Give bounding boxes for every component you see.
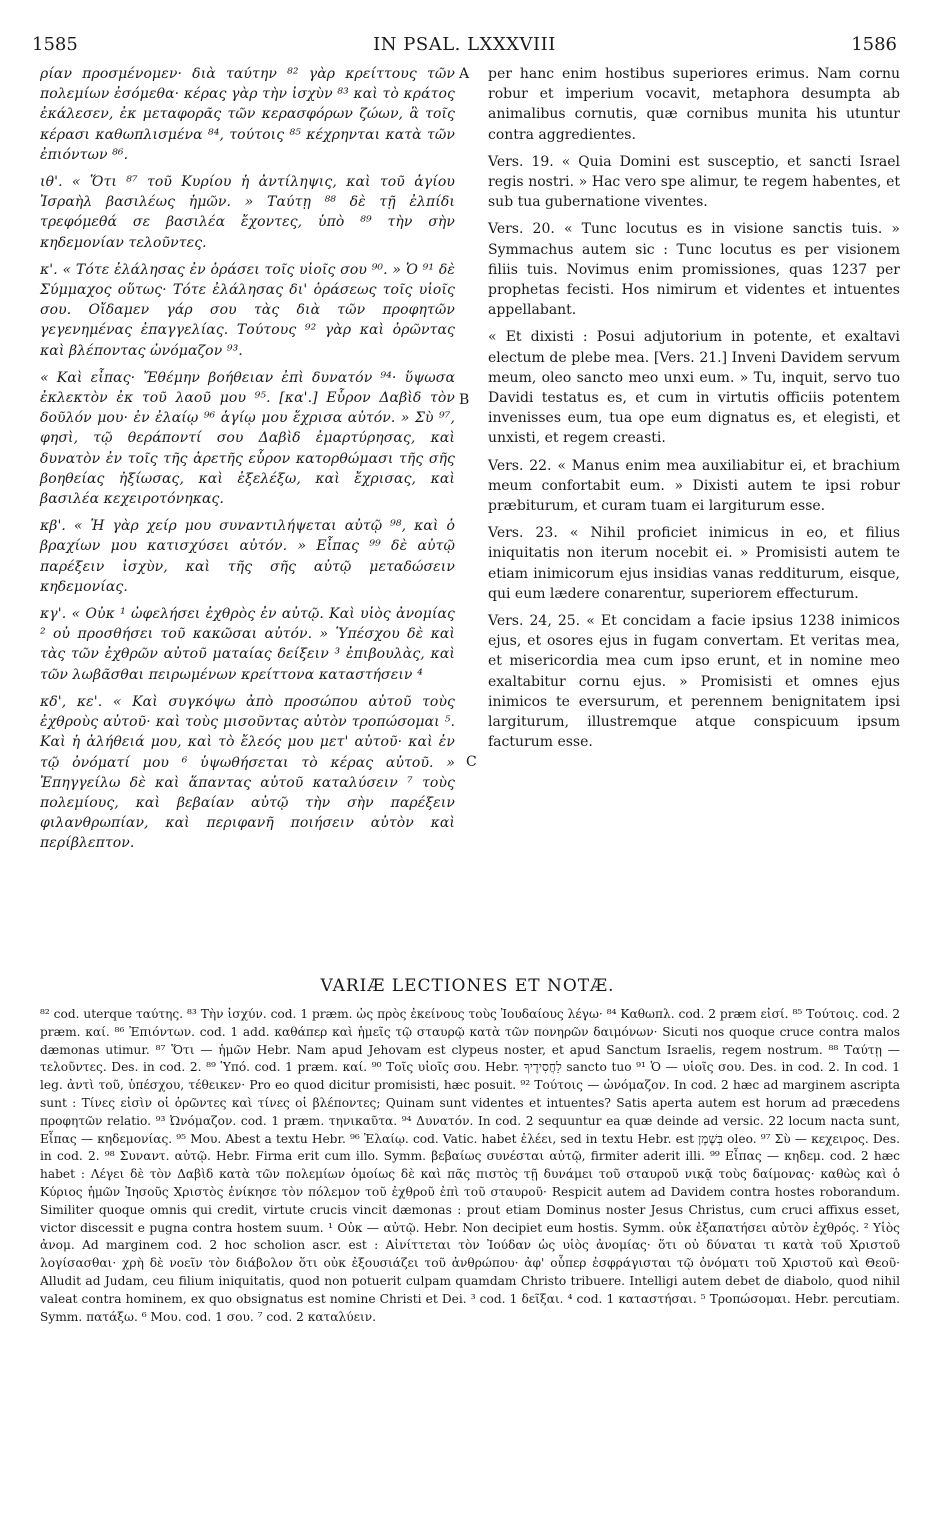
margin-letter-b: B <box>459 392 470 408</box>
greek-column <box>40 64 455 861</box>
latin-paragraph: Vers. 23. « Nihil proficiet inimicus in eo, et filius iniquitatis non iterum nocebit ei. » Promisisti autem te etiam inimicorum ejus insidias vanas redditurum, eisque, qui eum lædere conarentur, superiorem effecturum. <box>488 525 900 602</box>
running-title: IN PSAL. LXXXVIII <box>373 34 556 55</box>
latin-paragraph: « Et dixisti : Posui adjutorium in potente, et exaltavi electum de plebe mea. [Vers. 21.] Inveni Davidem servum meum, oleo sancto meo unxi eum. » Tu, inquit, servo tuo Davidi testatus es, et cum in virtutis officiis potentem invenisses eum, tua ope eum dignatus es, et elegisti, et unxisti, et regem creasti. <box>488 329 900 447</box>
latin-paragraph: Vers. 24, 25. « Et concidam a facie ipsius 1238 inimicos ejus, et osores ejus in fugam convertam. Et veritas mea, et misericordia mea cum ipso erunt, et in nomine meo exaltabitur cornu ejus. » Promisisti et omnes ejus inimicos te eversurum, et perennem benignitatem ipsi largiturum, illustremque atque conspicuum ipsum facturum esse. <box>488 613 900 751</box>
page-number-right: 1586 <box>851 34 897 55</box>
greek-paragraph: « Καὶ εἶπας· Ἔθέμην βοήθειαν ἐπὶ δυνατόν ⁹⁴· ὕψωσα ἐκλεκτὸν ἐκ τοῦ λαοῦ μου ⁹⁵. [κα'.] Εὗρον Δαβὶδ τὸν δοῦλόν μου· ἐν ἐλαίῳ ⁹⁶ ἁγίῳ μου ἔχρισα αὐτόν. » Σὺ ⁹⁷, φησὶ, τῷ θεράποντί σου Δαβὶδ ἐμαρτύρησας, καὶ δυνατὸν ἐν τοῖς τῆς ἀρετῆς εὗρον κατορθώμασι τῆς σῆς βοηθείας ἠξίωσας, καὶ ἐξελέξω, καὶ ἔχρισας, καὶ βασιλέα κεχειροτόνηκας. <box>40 369 455 508</box>
greek-paragraph: κ'. « Τότε ἐλάλησας ἐν ὁράσει τοῖς υἱοῖς σου ⁹⁰. » Ὁ ⁹¹ δὲ Σύμμαχος οὕτως· Τότε ἐλάλησας δι' ὁράσεως τοῖς υἱοῖς σου. Οἴδαμεν γάρ σου τὰς διὰ τῶν προφητῶν γεγενημένας ἐπαγγελίας. Τούτους ⁹² γὰρ καὶ ὁρῶντας καὶ βλέποντας ὠνόμαζον ⁹³. <box>40 261 455 359</box>
greek-paragraph: κγ'. « Οὐκ ¹ ὠφελήσει ἐχθρὸς ἐν αὐτῷ. Καὶ υἱὸς ἀνομίας ² οὐ προσθήσει τοῦ κακῶσαι αὐτόν. » Ὑπέσχου δὲ καὶ τὰς τῶν ἐχθρῶν αὐτοῦ ματαίας δείξειν ³ ἐπιβουλὰς, καὶ τῶν λωβᾶσθαι πειρωμένων κρείττονα καταστήσειν ⁴ <box>40 606 455 683</box>
notes-text: ⁸² cod. uterque ταύτης. ⁸³ Τὴν ἰσχύν. cod. 1 præm. ὡς πρὸς ἐκείνους τοὺς Ἰουδαίους λέγω· ⁸⁴ Καθωπλ. cod. 2 præm εἰσί. ⁸⁵ Τούτοις. cod. 2 præm. καί. ⁸⁶ Ἐπιόντων. cod. 1 add. καθάπερ καὶ ἡμεῖς τῷ σταυρῷ κατὰ τῶν πονηρῶν δαιμόνων· Sicuti nos quoque cruce contra malos dæmonas utimur. ⁸⁷ Ὅτι — ἡμῶν Hebr. Nam apud Jehovam est clypeus noster, et apud Sanctum Israelis, regem nostrum. ⁸⁸ Ταύτῃ — τελοῦντες. Des. in cod. 2. ⁸⁹ Ὑπό. cod. 1 præm. καί. ⁹⁰ Τοῖς υἱοῖς σου. Hebr. לַחֲסִידֶיךָ sancto tuo ⁹¹ Ὁ — υἱοῖς σου. Des. in cod. 2. In cod. 1 leg. ἀντὶ τοῦ, ὑπέσχου, τέθεικεν· Pro eo quod dicitur promisisti, hæc posuit. ⁹² Τούτοις — ὠνόμαζον. In cod. 2 hæc ad marginem ascripta sunt : Τίνες εἰσὶν οἱ ὁρῶντες καὶ τίνες οἱ βλέποντες; Quinam sunt videntes et intuentes? Satis aperta autem est horum ad præcedens προφητῶν relatio. ⁹³ Ὠνόμαζον. cod. 1 præm. τηνικαῦτα. ⁹⁴ Δυνατόν. In cod. 2 sequuntur ea quæ deinde ad versic. 22 locum nacta sunt, Εἶπας — κηδεμονίας. ⁹⁵ Μου. Abest a textu Hebr. ⁹⁶ Ἐλαίῳ. cod. Vatic. habet ἐλέει, sed in textu Hebr. est בְּשֶׁמֶן oleo. ⁹⁷ Σὺ — κεχειρος. Des. in cod. 2. ⁹⁸ Συναντ. αὐτῷ. Hebr. Firma erit cum illo. Symm. βεβαίως συνέσται αὐτῷ, firmiter aderit illi. ⁹⁹ Εἶπας — κηδεμ. cod. 2 hæc habet : Λέγει δὲ τὸν Δαβὶδ κατὰ τῶν πολεμίων ὁμοίως δὲ καὶ πᾶς πιστὸς τῇ δυνάμει τοῦ σταυροῦ νικᾷ τοὺς δαίμονας· καθὼς καὶ ὁ Κύριος ἡμῶν Ἰησοῦς Χριστὸς ἐνίκησε τὸν πόλεμον τοῦ ἐχθροῦ ἐπὶ τοῦ σταυροῦ· Respicit autem ad Davidem contra hostes roborandum. Similiter quoque omnis qui credit, virtute crucis vincit dæmonas : prout etiam Dominus noster Jesus Christus, cum cruci affixus esset, victor discessit e pugna contra hostem suum. ¹ Οὐκ — αὐτῷ. Hebr. Non decipiet eum hostis. Symm. οὐκ ἐξαπατήσει αὐτὸν ἐχθρός. ² Υἱὸς ἀνομ. Ad marginem cod. 2 hoc scholion ascr. est : Αἰνίττεται τὸν Ἰούδαν ὡς υἱὸς ἀνομίας· ὅτι οὐ δύναται τι κατὰ τοῦ Χριστοῦ λογίσασθαι· χρὴ δὲ νοεῖν τὸν διάβολον ὅτι οὐκ ἐξουσιάζει τοῦ ἀνθρώπου· ἀφ' οὗπερ ἐσφράγισται τῷ ὀνόματι τοῦ Χριστοῦ καὶ Θεοῦ· Alludit ad Judam, ceu filium iniquitatis, quod non potuerit culpam quamdam Christo tribuere. Intelligi autem debet de diabolo, quod nihil valeat contra hominem, ex quo obsignatus est nomine Christi et Dei. ³ cod. 1 δεῖξαι. ⁴ cod. 1 καταστήσαι. ⁵ Τροπώσομαι. Hebr. percutiam. Symm. πατάξω. ⁶ Μου. cod. 1 σου. ⁷ cod. 2 καταλύειν. <box>40 1007 900 1324</box>
two-column-body <box>40 64 900 964</box>
latin-column <box>488 64 900 760</box>
greek-paragraph: ιθ'. « Ὅτι ⁸⁷ τοῦ Κυρίου ἡ ἀντίληψις, καὶ τοῦ ἁγίου Ἰσραὴλ βασιλέως ἡμῶν. » Ταύτῃ ⁸⁸ δὲ τῇ ἐλπίδι τρεφόμεθά σε βασιλέα ἔχοντες, ὑπὸ ⁸⁹ τὴν σὴν κηδεμονίαν τελοῦντες. <box>40 174 455 251</box>
margin-letter-c: C <box>466 754 477 770</box>
variant-readings-notes <box>40 1006 900 1326</box>
greek-paragraph: κβ'. « Ἡ γὰρ χείρ μου συναντιλήψεται αὐτῷ ⁹⁸, καὶ ὁ βραχίων μου κατισχύσει αὐτόν. » Εἶπας ⁹⁹ δὲ αὐτῷ παρέξειν ἰσχὺν, καὶ τῆς σῆς αὐτῷ μεταδώσειν κηδεμονίας. <box>40 518 455 595</box>
latin-paragraph: Vers. 22. « Manus enim mea auxiliabitur ei, et brachium meum confortabit eum. » Dixisti autem te ipsi robur præbiturum, et curam tuam ei largiturum esse. <box>488 457 900 515</box>
running-header <box>32 34 897 58</box>
latin-paragraph: Vers. 19. « Quia Domini est susceptio, et sancti Israel regis nostri. » Hac vero spe alimur, te regem habentes, et sub tua gubernatione viventes. <box>488 153 900 211</box>
margin-letter-a: A <box>459 66 470 82</box>
latin-paragraph: per hanc enim hostibus superiores erimus. Nam cornu robur et imperium vocavit, metaphora desumpta ab animalibus cornutis, quæ cornibus munita his utuntur contra aggredientes. <box>488 66 900 143</box>
greek-paragraph: κδ', κε'. « Καὶ συγκόψω ἀπὸ προσώπου αὐτοῦ τοὺς ἐχθροὺς αὐτοῦ· καὶ τοὺς μισοῦντας αὐτὸν τροπώσομαι ⁵. Καὶ ἡ ἀλήθειά μου, καὶ τὸ ἔλεός μου μετ' αὐτοῦ· καὶ ἐν τῷ ὀνόματί μου ⁶ ὑψωθήσεται τὸ κέρας αὐτοῦ. » Ἐπηγγείλω δὲ καὶ ἅπαντας αὐτοῦ καταλύσειν ⁷ τοὺς πολεμίους, καὶ βεβαίαν αὐτῷ τὴν σὴν παρέξειν φιλανθρωπίαν, καὶ περιφανῆ ποιήσειν αὐτὸν καὶ περίβλεπτον. <box>40 693 455 852</box>
latin-paragraph: Vers. 20. « Tunc locutus es in visione sanctis tuis. » Symmachus autem sic : Tunc locutus es per visionem filiis tuis. Novimus enim promissiones, quas 1237 per prophetas fecisti. Hos nimirum et videntes et intuentes appellabant. <box>488 221 900 319</box>
notes-heading: VARIÆ LECTIONES ET NOTÆ. <box>320 976 615 996</box>
greek-paragraph: ρίαν προσμένομεν· διὰ ταύτην ⁸² γὰρ κρείττους τῶν πολεμίων ἐσόμεθα· κέρας γὰρ τὴν ἰσχὺν ⁸³ καὶ τὸ κράτος ἐκάλεσεν, ἐκ μεταφορᾶς τῶν κερασφόρων ζώων, ἃ τοῖς κέρασι καθωπλισμένα ⁸⁴, τούτοις ⁸⁵ κέχρηνται κατὰ τῶν ἐπιόντων ⁸⁶. <box>40 66 455 163</box>
page-number-left: 1585 <box>32 34 78 55</box>
